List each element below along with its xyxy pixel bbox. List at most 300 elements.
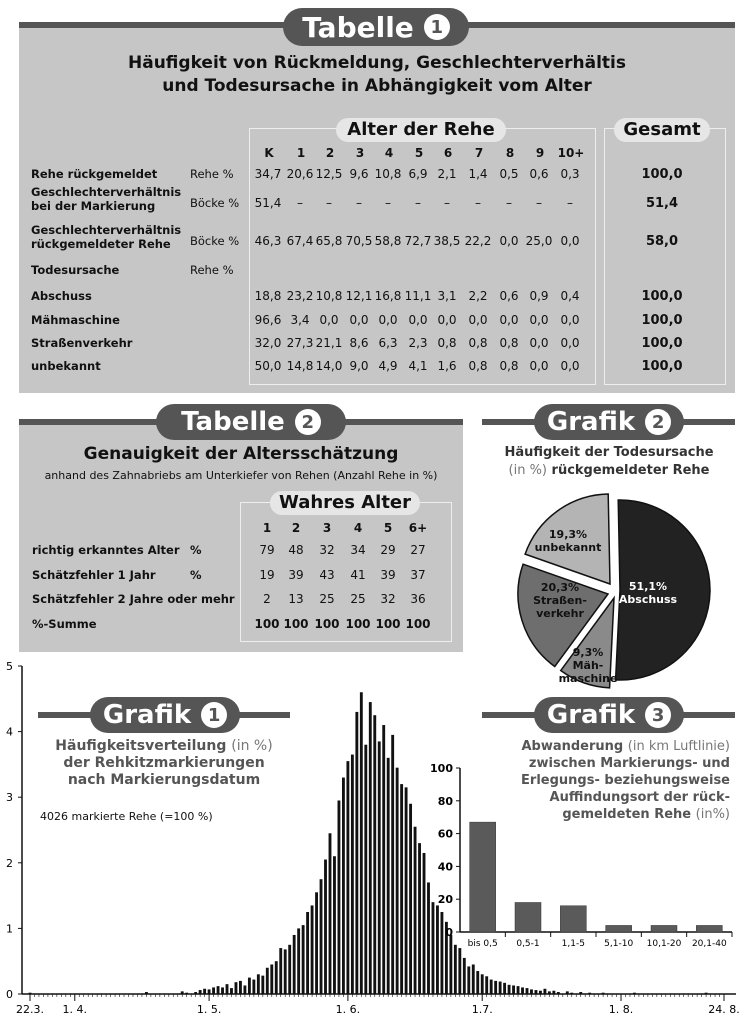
hist-bar <box>311 905 314 994</box>
tabelle1-col-header: 7 <box>474 146 484 160</box>
tabelle1-cell: 51,4 <box>254 196 282 210</box>
grafik3-pill-number: 3 <box>645 702 671 728</box>
tabelle1-cell: 0,0 <box>529 336 549 350</box>
tabelle2-cell: 100 <box>405 617 431 631</box>
hist-bar <box>512 985 515 994</box>
hist-bar <box>490 980 493 994</box>
hist-bar <box>633 993 636 994</box>
tabelle1-total-cell: 100,0 <box>641 336 683 351</box>
tabelle1-cell: 23,2 <box>286 289 314 303</box>
hist-bar <box>409 804 412 994</box>
tabelle1-row-label: Straßenverkehr <box>31 336 133 350</box>
tabelle2-row-label: Schätzfehler 2 Jahre oder mehr <box>32 592 235 606</box>
tabelle1-cell: 0,0 <box>560 234 580 248</box>
tabelle1-cell: 9,6 <box>349 167 369 181</box>
hist-bar <box>400 784 403 994</box>
hist-bar <box>338 800 341 994</box>
tabelle2-pill-text: Tabelle <box>181 407 285 437</box>
tabelle1-col-header: 6 <box>443 146 453 160</box>
hist-bar <box>548 991 551 994</box>
tabelle2-row-unit: % <box>190 543 202 557</box>
tabelle1-cell: 46,3 <box>254 234 282 248</box>
tabelle1-cell: 14,0 <box>315 359 343 373</box>
grafik3-title-line1-main: Abwanderung <box>521 739 624 754</box>
hist-x-tick-label: 1.7. <box>471 1003 493 1016</box>
tabelle1-cell: 18,8 <box>254 289 282 303</box>
hist-bar <box>543 989 546 994</box>
grafik2-pill-text: Grafik <box>546 407 636 437</box>
tabelle1-pill-text: Tabelle <box>302 10 414 44</box>
tabelle2-cell: 41 <box>350 568 366 582</box>
hist-bar <box>248 978 251 994</box>
tabelle1-cell: 20,6 <box>286 167 314 181</box>
tabelle2-cell: 100 <box>254 617 280 631</box>
hist-bar <box>552 991 555 994</box>
tabelle1-row-unit: Rehe % <box>190 167 234 181</box>
tabelle1-cell: 0,0 <box>529 313 549 327</box>
hist-bar <box>203 989 206 994</box>
tabelle2-row-unit: % <box>190 568 202 582</box>
hist-y-tick-label: 0 <box>6 988 13 1001</box>
hist-bar <box>297 928 300 994</box>
hist-bar <box>360 692 363 994</box>
bar3-bar <box>651 925 677 932</box>
tabelle2-cell: 29 <box>380 543 396 557</box>
hist-x-tick-label: 1. 8. <box>608 1003 634 1016</box>
tabelle1-cell: 0,0 <box>529 359 549 373</box>
tabelle2-row-label: Schätzfehler 1 Jahr <box>32 568 156 582</box>
tabelle1-cell: 2,2 <box>468 289 488 303</box>
hist-bar <box>226 984 229 994</box>
tabelle2-cell: 39 <box>288 568 304 582</box>
hist-bar <box>355 712 358 994</box>
pie-slice-label: maschine <box>558 672 618 685</box>
bar3-y-tick-label: 60 <box>437 827 453 841</box>
hist-y-tick-label: 2 <box>6 856 13 870</box>
grafik1-title-line1-main: Häufigkeitsverteilung <box>55 738 227 754</box>
bar3-bar <box>515 902 541 932</box>
hist-bar <box>570 993 573 994</box>
tabelle1-cell: 70,5 <box>345 234 373 248</box>
tabelle1-cell: 4,1 <box>408 359 428 373</box>
tabelle1-col-header: 8 <box>505 146 515 160</box>
hist-bar <box>194 992 197 994</box>
tabelle1-row-label: Geschlechterverhältnis <box>31 223 182 237</box>
hist-bar <box>382 725 385 994</box>
tabelle1-cell: 65,8 <box>315 234 343 248</box>
bar3-category-label: 1,1-5 <box>561 939 585 949</box>
hist-x-tick-label: 1. 5. <box>196 1003 222 1016</box>
tabelle1-row-label: Abschuss <box>31 289 92 303</box>
hist-bar <box>588 993 591 994</box>
grafik2-title-pill <box>534 404 684 440</box>
tabelle1-cell: 0,6 <box>499 289 519 303</box>
tabelle2-cell: 100 <box>375 617 401 631</box>
hist-bar <box>329 833 332 994</box>
tabelle1-cell: 12,1 <box>345 289 373 303</box>
hist-bar <box>494 981 497 994</box>
hist-y-tick-label: 4 <box>6 725 13 739</box>
hist-bar <box>566 991 569 994</box>
hist-bar <box>378 741 381 994</box>
hist-bar <box>521 987 524 994</box>
bar3-y-tick-label: 80 <box>437 794 453 808</box>
hist-x-tick-label: 1. 6. <box>335 1003 361 1016</box>
bar3-y-tick-label: 0 <box>445 926 453 939</box>
grafik1-title-unit: (in %) <box>231 738 273 754</box>
tabelle1-cell: 0,0 <box>378 313 398 327</box>
grafik1-title-line3: nach Markierungsdatum <box>67 772 261 788</box>
hist-bar <box>217 986 220 994</box>
hist-bar <box>270 964 273 994</box>
tabelle1-cell: 8,6 <box>349 336 369 350</box>
hist-bar <box>29 993 32 994</box>
pie-slice-label: Mäh- <box>572 659 604 672</box>
tabelle1-cell: 0,6 <box>529 167 549 181</box>
tabelle1-pill-number: 1 <box>424 14 450 40</box>
tabelle1-cell: 0,0 <box>499 313 519 327</box>
bar3-y-tick-label: 100 <box>430 762 453 775</box>
bar3-y-tick-label: 20 <box>437 893 453 907</box>
hist-bar <box>539 991 542 994</box>
tabelle1-cell: 0,8 <box>437 336 457 350</box>
tabelle1-cell: 2,1 <box>437 167 457 181</box>
grafik1-pill-text: Grafik <box>102 700 192 730</box>
hist-bar <box>463 958 466 994</box>
hist-bar <box>275 961 278 994</box>
tabelle1-row-label-line2: bei der Markierung <box>31 199 156 213</box>
hist-bar <box>369 702 372 994</box>
tabelle1-row-label: unbekannt <box>31 359 101 373</box>
pie-slice-label: Straßen- <box>533 594 587 607</box>
hist-bar <box>145 992 148 994</box>
tabelle2-cell: 100 <box>283 617 309 631</box>
bar3-bar <box>560 906 586 932</box>
grafik1-title-line2: der Rehkitzmarkierungen <box>63 755 265 771</box>
tabelle1-cell: 4,9 <box>378 359 398 373</box>
hist-bar <box>526 988 529 994</box>
tabelle2-row-label: richtig erkanntes Alter <box>32 543 180 557</box>
tabelle1-row-label-line2: rückgemeldeter Rehe <box>31 237 171 251</box>
tabelle1-cell: 0,0 <box>560 359 580 373</box>
hist-bar <box>239 981 242 994</box>
tabelle1-cell: 1,6 <box>437 359 457 373</box>
grafik3-pill-text: Grafik <box>546 700 636 730</box>
hist-bar <box>405 787 408 994</box>
pie-slice-label: 9,3% <box>572 646 604 659</box>
tabelle1-total-cell: 58,0 <box>645 234 679 249</box>
tabelle1-cell: 32,0 <box>254 336 282 350</box>
tabelle2-cell: 43 <box>319 568 335 582</box>
tabelle1-total-cell: 100,0 <box>641 289 683 304</box>
pie-slice-label: 20,3% <box>540 581 580 594</box>
tabelle1-cell: 0,0 <box>468 313 488 327</box>
hist-bar <box>181 991 184 994</box>
tabelle1-title-pill <box>283 8 469 46</box>
pie-slice-label: verkehr <box>536 607 584 620</box>
bar3-category-label: 0,5-1 <box>516 939 540 949</box>
tabelle1-cell: 0,0 <box>560 336 580 350</box>
hist-bar <box>508 985 511 994</box>
tabelle1-total-header: Gesamt <box>614 118 710 142</box>
hist-bar <box>346 761 349 994</box>
hist-bar <box>373 715 376 994</box>
tabelle1-cell: 0,8 <box>468 359 488 373</box>
grafik3-title-line4: Auffindungsort der rück- <box>549 790 730 805</box>
hist-bar <box>221 987 224 994</box>
tabelle1-cell: 0,0 <box>437 313 457 327</box>
hist-bar <box>199 990 202 994</box>
tabelle2-cell: 34 <box>350 543 366 557</box>
tabelle1-row-label: Mähmaschine <box>31 313 120 327</box>
tabelle1-cell: 2,3 <box>408 336 428 350</box>
tabelle1-cell: – <box>415 196 421 210</box>
hist-bar <box>472 964 475 994</box>
hist-bar <box>579 992 582 994</box>
tabelle1-cell: 34,7 <box>254 167 282 181</box>
tabelle1-cell: 0,8 <box>468 336 488 350</box>
tabelle2-cell: 13 <box>288 592 304 606</box>
tabelle1-total-cell: 100,0 <box>641 359 683 374</box>
tabelle1-row-label: Geschlechterverhältnis <box>31 185 182 199</box>
tabelle2-cell: 79 <box>259 543 275 557</box>
hist-bar <box>364 745 367 994</box>
tabelle1-cell: 0,5 <box>499 167 519 181</box>
hist-bar <box>503 983 506 994</box>
bar3-bar <box>606 925 632 932</box>
tabelle2-title: Genauigkeit der Altersschätzung <box>83 444 399 464</box>
bar3-category-label: 5,1-10 <box>604 939 634 949</box>
hist-bar <box>467 966 470 994</box>
tabelle1-title-line2: und Todesursache in Abhängigkeit vom Alter <box>162 76 592 96</box>
hist-bar <box>530 989 533 994</box>
tabelle1-cell: 16,8 <box>374 289 402 303</box>
hist-bar <box>230 988 233 994</box>
hist-bar <box>387 758 390 994</box>
tabelle1-total-cell: 100,0 <box>641 167 683 182</box>
hist-bar <box>257 974 260 994</box>
grafik2-title-line2 <box>478 462 740 480</box>
tabelle1-cell: 6,3 <box>378 336 398 350</box>
grafik1-title <box>38 738 290 789</box>
tabelle1-row-unit: Rehe % <box>190 263 234 277</box>
hist-x-tick-label: 1. 4. <box>62 1003 88 1016</box>
tabelle1-cell: – <box>506 196 512 210</box>
tabelle1-cell: – <box>297 196 303 210</box>
tabelle1-col-header: K <box>264 146 274 160</box>
tabelle1-cell: 3,1 <box>437 289 457 303</box>
tabelle2-subtitle: anhand des Zahnabriebs am Unterkiefer von Rehen (Anzahl Rehe in %) <box>44 469 438 482</box>
tabelle2-cell: 27 <box>410 543 426 557</box>
grafik3-title-line3: Erlegungs- beziehungsweise <box>521 773 730 788</box>
hist-bar <box>208 989 211 994</box>
grafik2-title-line1: Häufigkeit der Todesursache <box>504 445 714 460</box>
bar3-bar <box>470 822 496 932</box>
tabelle1-cell: 0,4 <box>560 289 580 303</box>
tabelle1-cell: 67,4 <box>286 234 314 248</box>
tabelle1-cell: – <box>385 196 391 210</box>
tabelle1-cell: 10,8 <box>374 167 402 181</box>
grafik1-note: 4026 markierte Rehe (=100 %) <box>40 810 213 823</box>
tabelle1-cell: 0,8 <box>499 336 519 350</box>
tabelle1-cell: – <box>356 196 362 210</box>
tabelle1-col-header: 4 <box>384 146 394 160</box>
tabelle1-cell: 58,8 <box>374 234 402 248</box>
tabelle1-cell: 25,0 <box>525 234 553 248</box>
bar3-category-label: 10,1-20 <box>646 939 682 949</box>
tabelle1-cell: – <box>444 196 450 210</box>
tabelle1-total-cell: 51,4 <box>645 196 679 211</box>
hist-bar <box>602 993 605 994</box>
grafik2-title-unit: (in %) <box>508 463 547 478</box>
tabelle1-total-cell: 100,0 <box>641 313 683 328</box>
tabelle1-cell: 3,4 <box>290 313 310 327</box>
hist-bar <box>324 860 327 994</box>
tabelle1-cell: 22,2 <box>464 234 492 248</box>
hist-bar <box>315 892 318 994</box>
tabelle1-row-label: Rehe rückgemeldet <box>31 167 158 181</box>
tabelle2-pill-number: 2 <box>295 409 321 435</box>
grafik3-title-line1 <box>468 738 730 755</box>
tabelle2-cell: 39 <box>380 568 396 582</box>
tabelle2-cell: 2 <box>263 592 271 606</box>
tabelle2-cell: 36 <box>410 592 426 606</box>
tabelle1-age-header: Alter der Rehe <box>336 118 506 142</box>
tabelle1-col-header: 3 <box>355 146 365 160</box>
grafik1-title-pill <box>90 697 240 733</box>
hist-bar <box>485 976 488 994</box>
hist-bar <box>252 980 255 994</box>
hist-bar <box>557 992 560 994</box>
tabelle1-col-header: 1 <box>296 146 306 160</box>
hist-bar <box>279 948 282 994</box>
tabelle1-col-header: 5 <box>414 146 424 160</box>
tabelle2-age-header: Wahres Alter <box>270 491 420 515</box>
hist-bar <box>342 778 345 994</box>
hist-y-tick-label: 1 <box>6 922 13 936</box>
grafik3-title-unit: (in km Luftlinie) <box>627 739 730 754</box>
tabelle2-col-header: 2 <box>291 521 301 535</box>
hist-x-tick-label: 22.3. <box>16 1003 44 1016</box>
grafik2-pill-number: 2 <box>645 409 671 435</box>
hist-bar <box>320 879 323 994</box>
grafik3-title-pill <box>534 697 684 733</box>
tabelle2-col-header: 5 <box>383 521 393 535</box>
tabelle1-cell: 0,3 <box>560 167 580 181</box>
hist-bar <box>212 987 215 994</box>
hist-bar <box>351 755 354 994</box>
tabelle1-cell: 1,4 <box>468 167 488 181</box>
tabelle1-cell: 12,5 <box>315 167 343 181</box>
hist-bar <box>266 968 269 994</box>
tabelle1-cell: 6,9 <box>408 167 428 181</box>
bar3-y-tick-label: 40 <box>437 860 453 874</box>
tabelle1-cell: – <box>326 196 332 210</box>
tabelle2-col-header: 4 <box>353 521 363 535</box>
tabelle1-cell: 38,5 <box>433 234 461 248</box>
tabelle1-cell: 0,0 <box>499 234 519 248</box>
tabelle1-cell: 27,3 <box>286 336 314 350</box>
tabelle1-row-label: Todesursache <box>31 263 120 277</box>
hist-bar <box>288 945 291 994</box>
grafik3-bar-chart <box>420 760 740 960</box>
tabelle1-cell: 14,8 <box>286 359 314 373</box>
tabelle1-cell: 21,1 <box>315 336 343 350</box>
tabelle2-col-header: 3 <box>322 521 332 535</box>
tabelle1-cell: – <box>536 196 542 210</box>
hist-bar <box>185 993 188 994</box>
grafik1-title-line1 <box>38 738 290 755</box>
tabelle2-cell: 19 <box>259 568 275 582</box>
grafik1-pill-number: 1 <box>201 702 227 728</box>
tabelle2-col-header: 6+ <box>408 521 428 535</box>
tabelle2-cell: 25 <box>350 592 366 606</box>
tabelle2-row-label: %-Summe <box>32 617 97 631</box>
tabelle1-cell: 0,9 <box>529 289 549 303</box>
tabelle2-cell: 100 <box>314 617 340 631</box>
pie-slice-label: 19,3% <box>548 528 588 541</box>
tabelle1-col-header: 9 <box>535 146 545 160</box>
tabelle2-col-header: 1 <box>262 521 272 535</box>
tabelle1-cell: 50,0 <box>254 359 282 373</box>
hist-bar <box>535 990 538 994</box>
bar3-bar <box>696 925 722 932</box>
tabelle2-cell: 37 <box>410 568 426 582</box>
tabelle1-cell: – <box>475 196 481 210</box>
bar3-category-label: bis 0,5 <box>467 939 498 949</box>
grafik3-title-line2: zwischen Markierungs- und <box>528 756 730 771</box>
tabelle2-cell: 48 <box>288 543 304 557</box>
pie-slice-label: Abschuss <box>618 593 678 606</box>
hist-bar <box>306 912 309 994</box>
tabelle1-cell: 72,7 <box>404 234 432 248</box>
hist-bar <box>284 949 287 994</box>
tabelle1-cell: 9,0 <box>349 359 369 373</box>
tabelle1-cell: 0,0 <box>319 313 339 327</box>
hist-bar <box>333 856 336 994</box>
tabelle1-cell: 0,8 <box>499 359 519 373</box>
tabelle1-cell: 0,0 <box>349 313 369 327</box>
hist-bar <box>481 974 484 994</box>
tabelle1-row-unit: Böcke % <box>190 234 240 248</box>
tabelle2-cell: 32 <box>319 543 335 557</box>
tabelle1-col-header: 10+ <box>557 146 585 160</box>
grafik2-title <box>478 444 740 480</box>
tabelle2-cell: 100 <box>345 617 371 631</box>
hist-bar <box>302 925 305 994</box>
tabelle1-cell: 0,0 <box>560 313 580 327</box>
tabelle2-cell: 32 <box>380 592 396 606</box>
hist-bar <box>499 982 502 994</box>
grafik2-title-tail: rückgemeldeter Rehe <box>551 463 710 478</box>
tabelle1-title-line1: Häufigkeit von Rückmeldung, Geschlechterverhältis <box>128 53 626 73</box>
hist-x-tick-label: 24. 8. <box>708 1003 740 1016</box>
bar3-category-label: 20,1-40 <box>691 939 727 949</box>
grafik3-title-line5-main: gemeldeten Rehe <box>562 807 692 822</box>
tabelle2-title-pill <box>156 404 346 440</box>
hist-bar <box>476 971 479 994</box>
hist-bar <box>705 993 708 994</box>
hist-bar <box>293 935 296 994</box>
hist-y-tick-label: 5 <box>6 660 13 673</box>
pie-slice-label: unbekannt <box>534 541 602 554</box>
hist-bar <box>396 768 399 994</box>
hist-bar <box>391 735 394 994</box>
hist-bar <box>235 982 238 994</box>
hist-bar <box>414 827 417 994</box>
hist-bar <box>243 985 246 994</box>
tabelle1-cell: 10,8 <box>315 289 343 303</box>
